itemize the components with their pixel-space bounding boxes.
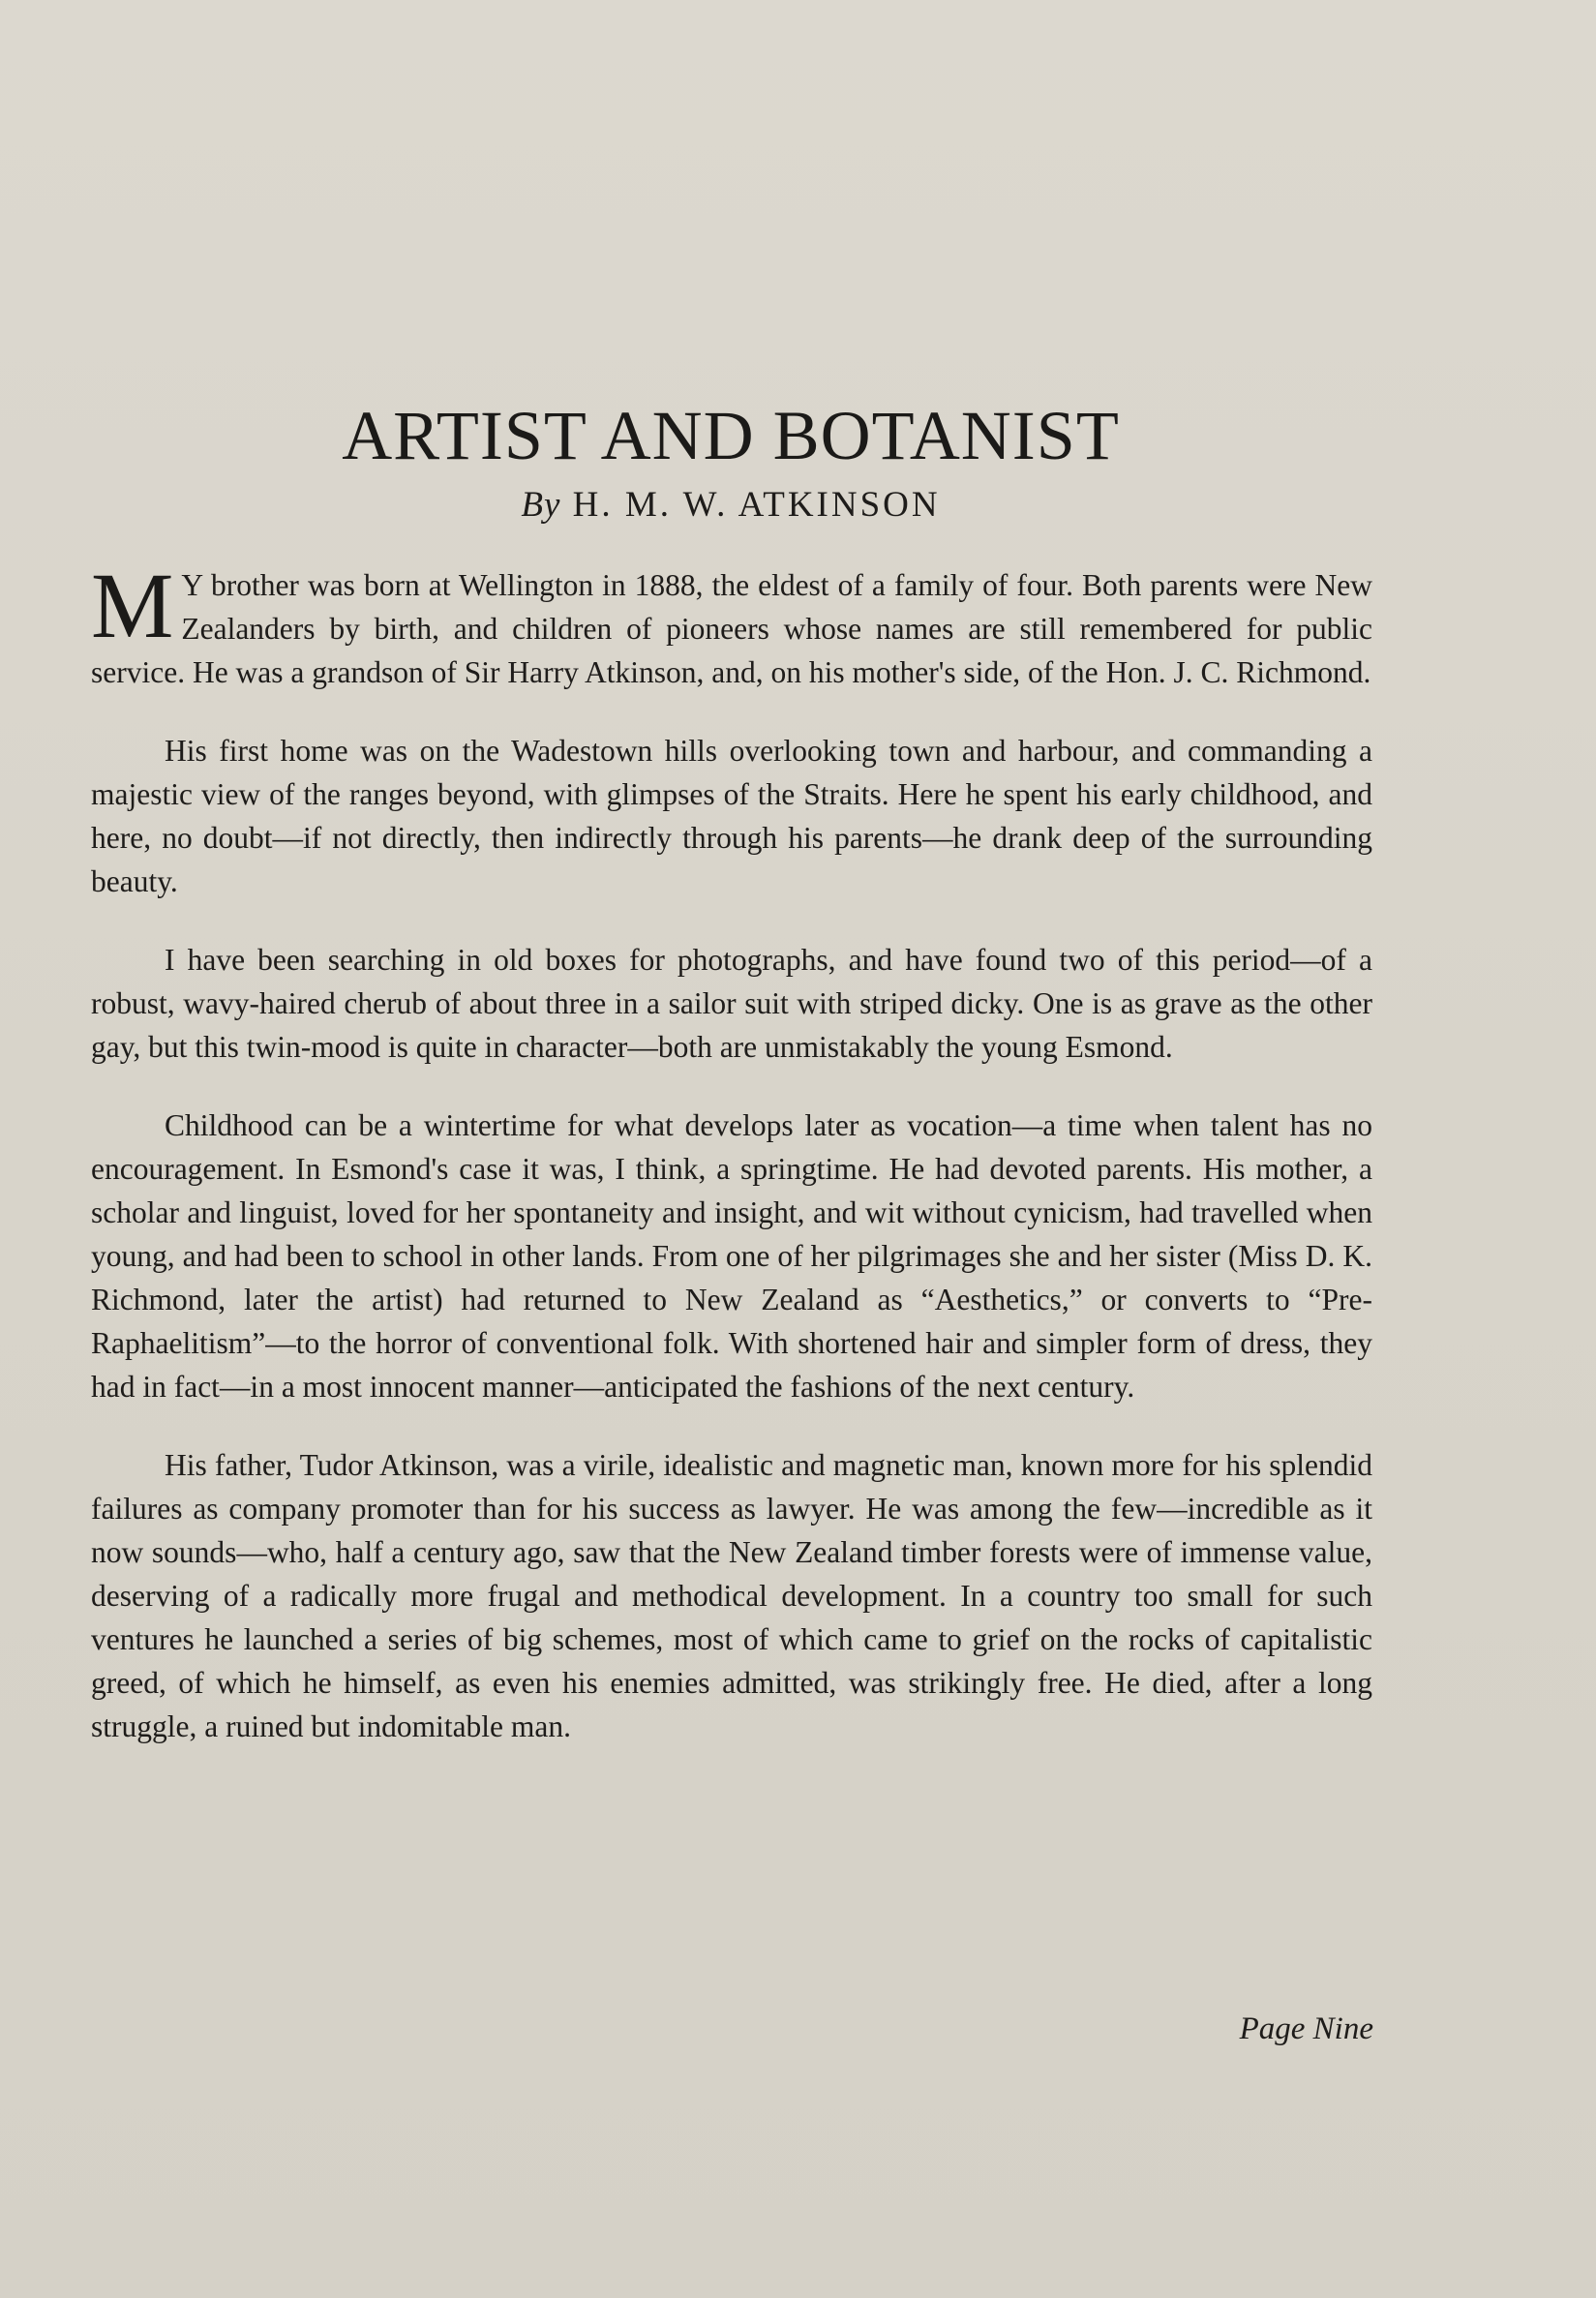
paragraph-2: His first home was on the Wadestown hills overlooking town and harbour, and commanding a majestic view of the ranges beyond, with glimpses of the Straits. Here he spent his early childhood, and here, no doubt—if not directly, then indirectly through his parents—he drank deep of the surrounding beauty. <box>91 734 1372 898</box>
drop-cap: M <box>91 554 174 657</box>
byline <box>0 482 1461 529</box>
paragraph-1 <box>91 554 1372 694</box>
article-title: ARTIST AND BOTANIST <box>342 397 1120 474</box>
article-body <box>91 554 1372 1783</box>
page-number: Page Nine <box>1239 2011 1373 2046</box>
paragraph-1-text: Y brother was born at Wellington in 1888, the eldest of a family of four. Both parents were New Zealanders by birth, and children of pioneers whose names are still remembered for public service. He was a grandson of Sir Harry Atkinson, and, on his mother's side, of the Hon. J. C. Richmond. <box>91 568 1372 689</box>
paragraph-3: I have been searching in old boxes for photographs, and have found two of this period—of a robust, wavy-haired cherub of about three in a sailor suit with striped dicky. One is as grave as the other gay, but this twin-mood is quite in character—both are unmistakably the young Esmond. <box>91 943 1372 1064</box>
byline-prefix: By <box>521 485 561 525</box>
byline-author: H. M. W. ATKINSON <box>572 485 941 525</box>
paragraph-5: His father, Tudor Atkinson, was a virile, idealistic and magnetic man, known more for his splendid failures as company promoter than for his success as lawyer. He was among the few—incredible as it now sounds—who, half a century ago, saw that the New Zealand timber forests were of immense value, deserving of a radically more frugal and methodical development. In a country too small for such ventures he launched a series of big schemes, most of which came to grief on the rocks of capitalistic greed, of which he himself, as even his enemies admitted, was strikingly free. He died, after a long struggle, a ruined but indomitable man. <box>91 1448 1372 1743</box>
paragraph-4: Childhood can be a wintertime for what develops later as vocation—a time when talent has no encouragement. In Esmond's case it was, I think, a springtime. He had devoted parents. His mother, a scholar and linguist, loved for her spontaneity and insight, and wit without cynicism, had travelled when young, and had been to school in other lands. From one of her pilgrimages she and her sister (Miss D. K. Richmond, later the artist) had returned to New Zealand as “Aesthetics,” or converts to “Pre-Raphaelitism”—to the horror of conventional folk. With shortened hair and simpler form of dress, they had in fact—in a most innocent manner—anticipated the fashions of the next century. <box>91 1108 1372 1404</box>
